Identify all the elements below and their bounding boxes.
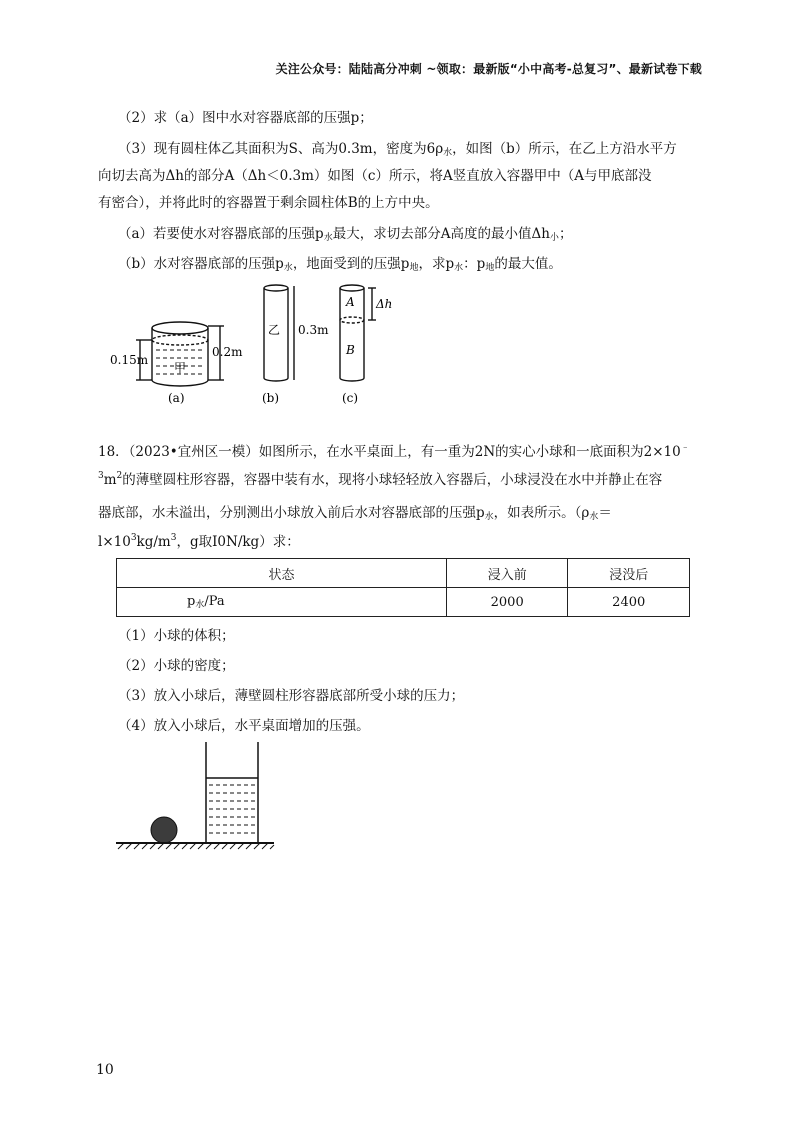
figure-a-caption: (a) <box>168 391 185 405</box>
page-header: 关注公众号：陆陆高分冲刺 ~领取：最新版“小中高考-总复习”、最新试卷下载 <box>275 62 702 76</box>
figure-b-height: 0.3m <box>298 323 329 337</box>
pressure-table <box>116 558 690 617</box>
figure-a-h2: 0.2m <box>212 345 243 359</box>
q18-part1: （1）小球的体积； <box>118 628 235 644</box>
figure-c-label-b: B <box>346 343 355 357</box>
q17-part2: （2）求（a）图中水对容器底部的压强p； <box>118 110 373 126</box>
ball <box>151 817 177 843</box>
figure-a-container <box>136 322 224 386</box>
q17-sub-a: （a）若要使水对容器底部的压强$p_水$最大，求切去部分A高度的最小值$\Delta h_小$； <box>118 226 573 243</box>
figure-c-caption: (c) <box>342 391 359 405</box>
table-cell: 2400 <box>568 588 690 617</box>
table-row <box>117 559 690 588</box>
q17-part3-line1: （3）现有圆柱体乙其面积为S、高为0.3m，密度为$6\rho_水$，如图（b）所示，在乙上方沿水平方 <box>118 141 677 158</box>
q18-part4: （4）放入小球后，水平桌面增加的压强。 <box>118 718 370 734</box>
q17-figure <box>110 280 410 412</box>
figure-b-name: 乙 <box>268 323 281 337</box>
table-row <box>117 588 690 617</box>
table-surface <box>116 843 274 849</box>
figure-b-caption: (b) <box>262 391 280 405</box>
figure-a-h1: 0.15m <box>110 353 149 367</box>
table-header: 状态 <box>117 559 447 588</box>
table-header: 浸入前 <box>446 559 568 588</box>
table-header: 浸没后 <box>568 559 690 588</box>
page-number: 10 <box>96 1062 114 1078</box>
q18-line3: 器底部，水未溢出，分别测出小球放入前后水对容器底部的压强$p_水$，如表所示。（$\rho_水=$ <box>98 505 612 522</box>
q17-part3-line3: 有密合），并将此时的容器置于剩余圆柱体B的上方中央。 <box>98 195 439 211</box>
water-container <box>206 742 258 843</box>
q18-figure <box>112 740 282 852</box>
q18-part3: （3）放入小球后，薄壁圆柱形容器底部所受小球的压力； <box>118 688 465 704</box>
figure-c-dh: Δh <box>376 297 393 311</box>
q17-part3-line2: 向切去高为Δh的部分A（Δh＜0.3m）如图（c）所示，将A竖直放入容器甲中（A与甲底部没 <box>98 168 652 184</box>
q18-line2: $^3m^2$的薄壁圆柱形容器，容器中装有水，现将小球轻轻放入容器后，小球浸没在水中并静止在容 <box>98 471 663 488</box>
figure-a-name: 甲 <box>174 361 187 375</box>
q18-part2: （2）小球的密度； <box>118 658 235 674</box>
q18-line4: $l\times 10^3kg/m^3$，g取I0N/kg）求： <box>98 533 300 550</box>
table-cell: 2000 <box>446 588 568 617</box>
q17-sub-b: （b）水对容器底部的压强$p_水$，地面受到的压强$p_地$，求$p_水$：$p_地$的最大值。 <box>118 256 562 273</box>
figure-c-label-a: A <box>346 295 355 309</box>
q18-line1: 18．（2023•宜州区一模）如图所示，在水平桌面上，有一重为2N的实心小球和一底面积为2×10﹣ <box>98 443 690 460</box>
table-row-label: $p_水/Pa$ <box>117 588 447 617</box>
